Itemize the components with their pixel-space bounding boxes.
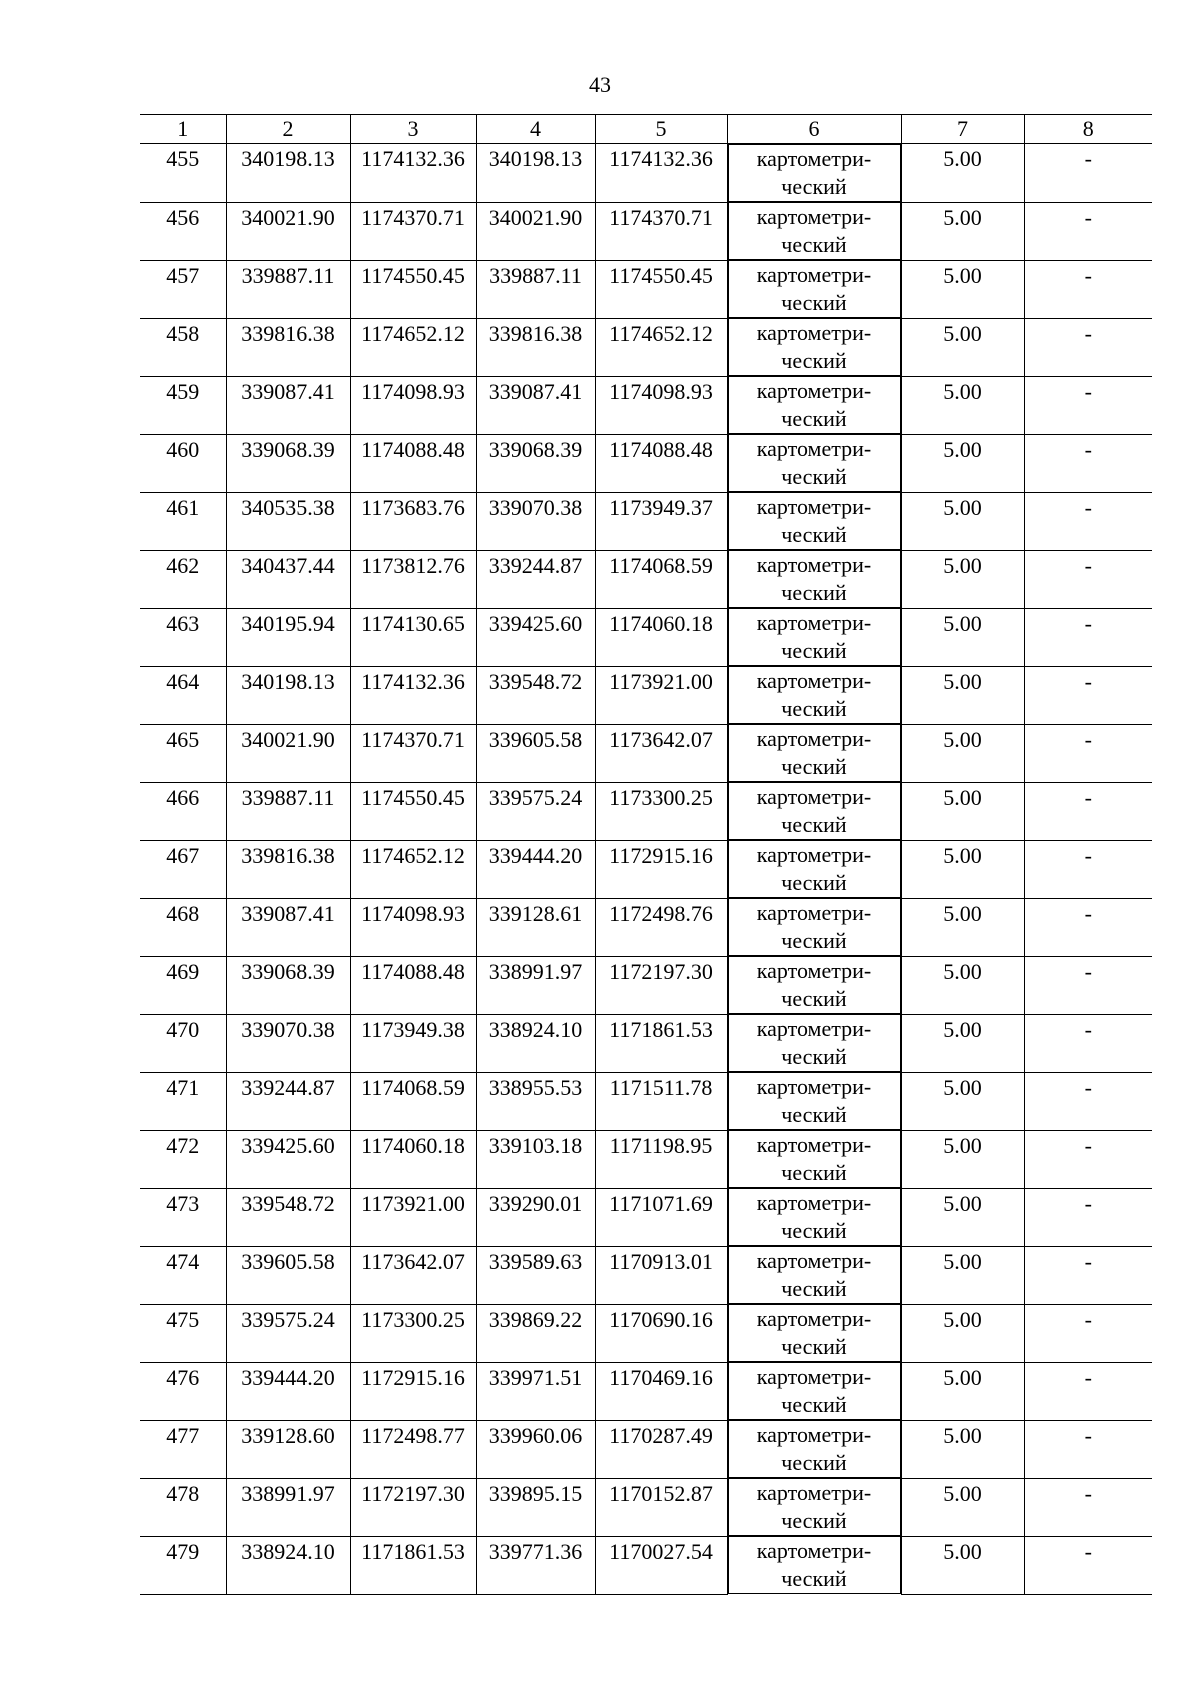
coordinate-cell: 339070.38 xyxy=(226,1014,350,1072)
accuracy-cell: 5.00 xyxy=(901,202,1024,260)
note-cell: - xyxy=(1024,1478,1152,1536)
table-row xyxy=(140,1304,1152,1362)
method-cell: картометри- ческий xyxy=(728,1420,901,1478)
coordinate-cell: 339128.61 xyxy=(476,898,595,956)
header-row xyxy=(140,115,1152,144)
coordinate-cell: 339816.38 xyxy=(226,318,350,376)
note-cell: - xyxy=(1024,1014,1152,1072)
coordinate-cell: 339068.39 xyxy=(226,956,350,1014)
note-cell: - xyxy=(1024,898,1152,956)
note-cell: - xyxy=(1024,550,1152,608)
coordinate-cell: 1174652.12 xyxy=(350,318,476,376)
method-cell: картометри- ческий xyxy=(728,724,901,782)
table-row xyxy=(140,840,1152,898)
point-number-cell: 469 xyxy=(140,956,226,1014)
coordinate-cell: 339444.20 xyxy=(226,1362,350,1420)
method-cell: картометри- ческий xyxy=(728,782,901,840)
point-number-cell: 472 xyxy=(140,1130,226,1188)
coordinate-cell: 1174550.45 xyxy=(350,260,476,318)
accuracy-cell: 5.00 xyxy=(901,840,1024,898)
table-row xyxy=(140,1188,1152,1246)
point-number-cell: 465 xyxy=(140,724,226,782)
method-cell: картометри- ческий xyxy=(728,1478,901,1536)
coordinate-cell: 339589.63 xyxy=(476,1246,595,1304)
point-number-cell: 476 xyxy=(140,1362,226,1420)
accuracy-cell: 5.00 xyxy=(901,550,1024,608)
accuracy-cell: 5.00 xyxy=(901,1536,1024,1594)
column-header: 2 xyxy=(226,115,350,144)
coordinate-cell: 1174132.36 xyxy=(350,144,476,203)
column-header: 5 xyxy=(595,115,727,144)
method-cell: картометри- ческий xyxy=(728,666,901,724)
method-cell: картометри- ческий xyxy=(728,434,901,492)
point-number-cell: 455 xyxy=(140,144,226,203)
coordinate-cell: 340195.94 xyxy=(226,608,350,666)
coordinate-cell: 1173921.00 xyxy=(595,666,727,724)
coordinate-cell: 340021.90 xyxy=(226,724,350,782)
coordinate-cell: 339971.51 xyxy=(476,1362,595,1420)
note-cell: - xyxy=(1024,1304,1152,1362)
coordinate-cell: 1173300.25 xyxy=(350,1304,476,1362)
note-cell: - xyxy=(1024,956,1152,1014)
note-cell: - xyxy=(1024,492,1152,550)
point-number-cell: 464 xyxy=(140,666,226,724)
accuracy-cell: 5.00 xyxy=(901,376,1024,434)
coordinate-cell: 339816.38 xyxy=(226,840,350,898)
coordinate-cell: 1173642.07 xyxy=(350,1246,476,1304)
coordinate-cell: 1174088.48 xyxy=(350,434,476,492)
coordinate-cell: 1173642.07 xyxy=(595,724,727,782)
column-header: 8 xyxy=(1024,115,1152,144)
coordinate-cell: 339068.39 xyxy=(476,434,595,492)
method-cell: картометри- ческий xyxy=(728,1014,901,1072)
coordinate-cell: 1174060.18 xyxy=(350,1130,476,1188)
note-cell: - xyxy=(1024,666,1152,724)
method-cell: картометри- ческий xyxy=(728,898,901,956)
coordinate-cell: 1174550.45 xyxy=(350,782,476,840)
note-cell: - xyxy=(1024,1072,1152,1130)
coordinate-cell: 339128.60 xyxy=(226,1420,350,1478)
point-number-cell: 475 xyxy=(140,1304,226,1362)
table-row xyxy=(140,782,1152,840)
point-number-cell: 479 xyxy=(140,1536,226,1594)
coordinate-cell: 1174068.59 xyxy=(595,550,727,608)
coordinate-cell: 1171198.95 xyxy=(595,1130,727,1188)
accuracy-cell: 5.00 xyxy=(901,956,1024,1014)
note-cell: - xyxy=(1024,1188,1152,1246)
coordinate-cell: 339605.58 xyxy=(476,724,595,782)
table-row xyxy=(140,260,1152,318)
accuracy-cell: 5.00 xyxy=(901,1072,1024,1130)
method-cell: картометри- ческий xyxy=(728,1072,901,1130)
table-row xyxy=(140,1246,1152,1304)
accuracy-cell: 5.00 xyxy=(901,1304,1024,1362)
coordinate-cell: 340021.90 xyxy=(476,202,595,260)
point-number-cell: 458 xyxy=(140,318,226,376)
coordinate-cell: 1174132.36 xyxy=(350,666,476,724)
note-cell: - xyxy=(1024,260,1152,318)
coordinate-cell: 339887.11 xyxy=(476,260,595,318)
table-row xyxy=(140,492,1152,550)
point-number-cell: 474 xyxy=(140,1246,226,1304)
note-cell: - xyxy=(1024,1362,1152,1420)
note-cell: - xyxy=(1024,1130,1152,1188)
coordinate-cell: 1173300.25 xyxy=(595,782,727,840)
note-cell: - xyxy=(1024,1246,1152,1304)
note-cell: - xyxy=(1024,1420,1152,1478)
note-cell: - xyxy=(1024,608,1152,666)
coordinate-cell: 1174652.12 xyxy=(595,318,727,376)
point-number-cell: 457 xyxy=(140,260,226,318)
note-cell: - xyxy=(1024,724,1152,782)
point-number-cell: 477 xyxy=(140,1420,226,1478)
coordinate-cell: 339103.18 xyxy=(476,1130,595,1188)
coordinate-cell: 1171071.69 xyxy=(595,1188,727,1246)
coordinate-cell: 340198.13 xyxy=(226,666,350,724)
table-row xyxy=(140,550,1152,608)
coordinate-cell: 338955.53 xyxy=(476,1072,595,1130)
coordinate-cell: 1172915.16 xyxy=(595,840,727,898)
page-number: 43 xyxy=(589,72,611,97)
coordinate-cell: 340437.44 xyxy=(226,550,350,608)
coordinate-cell: 339425.60 xyxy=(476,608,595,666)
table-row xyxy=(140,376,1152,434)
column-header: 3 xyxy=(350,115,476,144)
coordinate-cell: 340535.38 xyxy=(226,492,350,550)
method-cell: картометри- ческий xyxy=(728,956,901,1014)
coordinate-cell: 339290.01 xyxy=(476,1188,595,1246)
method-cell: картометри- ческий xyxy=(728,550,901,608)
coordinate-cell: 340198.13 xyxy=(476,144,595,203)
coordinate-cell: 339575.24 xyxy=(226,1304,350,1362)
method-cell: картометри- ческий xyxy=(728,608,901,666)
method-cell: картометри- ческий xyxy=(728,318,901,376)
table-row xyxy=(140,1478,1152,1536)
table-row xyxy=(140,724,1152,782)
accuracy-cell: 5.00 xyxy=(901,1246,1024,1304)
point-number-cell: 460 xyxy=(140,434,226,492)
note-cell: - xyxy=(1024,202,1152,260)
coordinate-cell: 1170152.87 xyxy=(595,1478,727,1536)
method-cell: картометри- ческий xyxy=(728,1246,901,1304)
method-cell: картометри- ческий xyxy=(728,1362,901,1420)
point-number-cell: 466 xyxy=(140,782,226,840)
accuracy-cell: 5.00 xyxy=(901,318,1024,376)
method-cell: картометри- ческий xyxy=(728,492,901,550)
coordinate-cell: 339087.41 xyxy=(226,898,350,956)
coordinate-cell: 338924.10 xyxy=(476,1014,595,1072)
coordinate-cell: 339548.72 xyxy=(476,666,595,724)
table-row xyxy=(140,1362,1152,1420)
coordinate-cell: 339960.06 xyxy=(476,1420,595,1478)
coordinate-cell: 339895.15 xyxy=(476,1478,595,1536)
note-cell: - xyxy=(1024,840,1152,898)
column-header: 6 xyxy=(727,115,901,144)
coordinate-cell: 1172915.16 xyxy=(350,1362,476,1420)
accuracy-cell: 5.00 xyxy=(901,1130,1024,1188)
coordinate-cell: 340021.90 xyxy=(226,202,350,260)
coordinate-cell: 1174088.48 xyxy=(350,956,476,1014)
accuracy-cell: 5.00 xyxy=(901,724,1024,782)
table-row xyxy=(140,1536,1152,1594)
accuracy-cell: 5.00 xyxy=(901,1478,1024,1536)
coordinate-cell: 1174098.93 xyxy=(595,376,727,434)
coordinate-cell: 339087.41 xyxy=(476,376,595,434)
table-row xyxy=(140,144,1152,203)
column-header: 7 xyxy=(901,115,1024,144)
point-number-cell: 471 xyxy=(140,1072,226,1130)
point-number-cell: 459 xyxy=(140,376,226,434)
note-cell: - xyxy=(1024,376,1152,434)
coordinate-cell: 340198.13 xyxy=(226,144,350,203)
method-cell: картометри- ческий xyxy=(728,260,901,318)
table-row xyxy=(140,1072,1152,1130)
coordinate-cell: 1170287.49 xyxy=(595,1420,727,1478)
point-number-cell: 473 xyxy=(140,1188,226,1246)
table-row xyxy=(140,434,1152,492)
accuracy-cell: 5.00 xyxy=(901,1014,1024,1072)
coordinate-cell: 1173683.76 xyxy=(350,492,476,550)
method-cell: картометри- ческий xyxy=(728,1304,901,1362)
table-row xyxy=(140,1014,1152,1072)
coordinate-cell: 339444.20 xyxy=(476,840,595,898)
table-row xyxy=(140,666,1152,724)
accuracy-cell: 5.00 xyxy=(901,492,1024,550)
coordinate-cell: 1172197.30 xyxy=(595,956,727,1014)
method-cell: картометри- ческий xyxy=(728,202,901,260)
coordinate-cell: 339887.11 xyxy=(226,260,350,318)
coordinate-cell: 339887.11 xyxy=(226,782,350,840)
table-row xyxy=(140,202,1152,260)
table-row xyxy=(140,898,1152,956)
coordinate-cell: 338924.10 xyxy=(226,1536,350,1594)
method-cell: картометри- ческий xyxy=(728,1536,901,1594)
table-row xyxy=(140,1420,1152,1478)
note-cell: - xyxy=(1024,434,1152,492)
point-number-cell: 470 xyxy=(140,1014,226,1072)
coordinate-cell: 339244.87 xyxy=(226,1072,350,1130)
coordinate-cell: 339869.22 xyxy=(476,1304,595,1362)
method-cell: картометри- ческий xyxy=(728,1130,901,1188)
method-cell: картометри- ческий xyxy=(728,144,901,202)
coordinate-cell: 1171861.53 xyxy=(350,1536,476,1594)
coordinate-cell: 1170027.54 xyxy=(595,1536,727,1594)
coordinate-cell: 1174068.59 xyxy=(350,1072,476,1130)
note-cell: - xyxy=(1024,1536,1152,1594)
coordinate-cell: 1174652.12 xyxy=(350,840,476,898)
coordinate-cell: 1174370.71 xyxy=(350,724,476,782)
coordinate-cell: 1174550.45 xyxy=(595,260,727,318)
coordinate-cell: 1174088.48 xyxy=(595,434,727,492)
point-number-cell: 463 xyxy=(140,608,226,666)
coordinate-cell: 1174098.93 xyxy=(350,376,476,434)
accuracy-cell: 5.00 xyxy=(901,782,1024,840)
coordinate-cell: 339548.72 xyxy=(226,1188,350,1246)
coordinate-cell: 1173921.00 xyxy=(350,1188,476,1246)
coordinate-cell: 339575.24 xyxy=(476,782,595,840)
column-header: 1 xyxy=(140,115,226,144)
coordinate-cell: 1173812.76 xyxy=(350,550,476,608)
note-cell: - xyxy=(1024,318,1152,376)
note-cell: - xyxy=(1024,782,1152,840)
coordinate-cell: 338991.97 xyxy=(226,1478,350,1536)
accuracy-cell: 5.00 xyxy=(901,260,1024,318)
coordinate-cell: 1172498.77 xyxy=(350,1420,476,1478)
coordinate-cell: 1173949.37 xyxy=(595,492,727,550)
coordinate-cell: 1174060.18 xyxy=(595,608,727,666)
coordinate-cell: 339070.38 xyxy=(476,492,595,550)
coordinate-cell: 1172498.76 xyxy=(595,898,727,956)
method-cell: картометри- ческий xyxy=(728,376,901,434)
accuracy-cell: 5.00 xyxy=(901,608,1024,666)
coordinate-cell: 1170913.01 xyxy=(595,1246,727,1304)
table-row xyxy=(140,956,1152,1014)
point-number-cell: 461 xyxy=(140,492,226,550)
coordinate-cell: 1174370.71 xyxy=(350,202,476,260)
point-number-cell: 478 xyxy=(140,1478,226,1536)
method-cell: картометри- ческий xyxy=(728,1188,901,1246)
coordinate-cell: 1171511.78 xyxy=(595,1072,727,1130)
note-cell: - xyxy=(1024,144,1152,203)
coordinate-cell: 339068.39 xyxy=(226,434,350,492)
accuracy-cell: 5.00 xyxy=(901,898,1024,956)
table-row xyxy=(140,318,1152,376)
accuracy-cell: 5.00 xyxy=(901,144,1024,203)
method-cell: картометри- ческий xyxy=(728,840,901,898)
accuracy-cell: 5.00 xyxy=(901,1362,1024,1420)
table-row xyxy=(140,1130,1152,1188)
table-row xyxy=(140,608,1152,666)
coordinates-table xyxy=(140,114,1152,1595)
point-number-cell: 462 xyxy=(140,550,226,608)
point-number-cell: 468 xyxy=(140,898,226,956)
point-number-cell: 467 xyxy=(140,840,226,898)
accuracy-cell: 5.00 xyxy=(901,434,1024,492)
coordinate-cell: 1172197.30 xyxy=(350,1478,476,1536)
coordinate-cell: 1174130.65 xyxy=(350,608,476,666)
coordinate-cell: 339605.58 xyxy=(226,1246,350,1304)
accuracy-cell: 5.00 xyxy=(901,1188,1024,1246)
accuracy-cell: 5.00 xyxy=(901,666,1024,724)
coordinate-cell: 339087.41 xyxy=(226,376,350,434)
coordinate-cell: 1170690.16 xyxy=(595,1304,727,1362)
coordinate-cell: 339816.38 xyxy=(476,318,595,376)
coordinate-cell: 1170469.16 xyxy=(595,1362,727,1420)
accuracy-cell: 5.00 xyxy=(901,1420,1024,1478)
coordinate-cell: 1171861.53 xyxy=(595,1014,727,1072)
coordinate-cell: 1174370.71 xyxy=(595,202,727,260)
coordinate-cell: 339771.36 xyxy=(476,1536,595,1594)
point-number-cell: 456 xyxy=(140,202,226,260)
coordinate-cell: 339244.87 xyxy=(476,550,595,608)
column-header: 4 xyxy=(476,115,595,144)
coordinate-cell: 1173949.38 xyxy=(350,1014,476,1072)
coordinate-cell: 1174098.93 xyxy=(350,898,476,956)
coordinate-cell: 338991.97 xyxy=(476,956,595,1014)
coordinate-cell: 1174132.36 xyxy=(595,144,727,203)
coordinate-cell: 339425.60 xyxy=(226,1130,350,1188)
